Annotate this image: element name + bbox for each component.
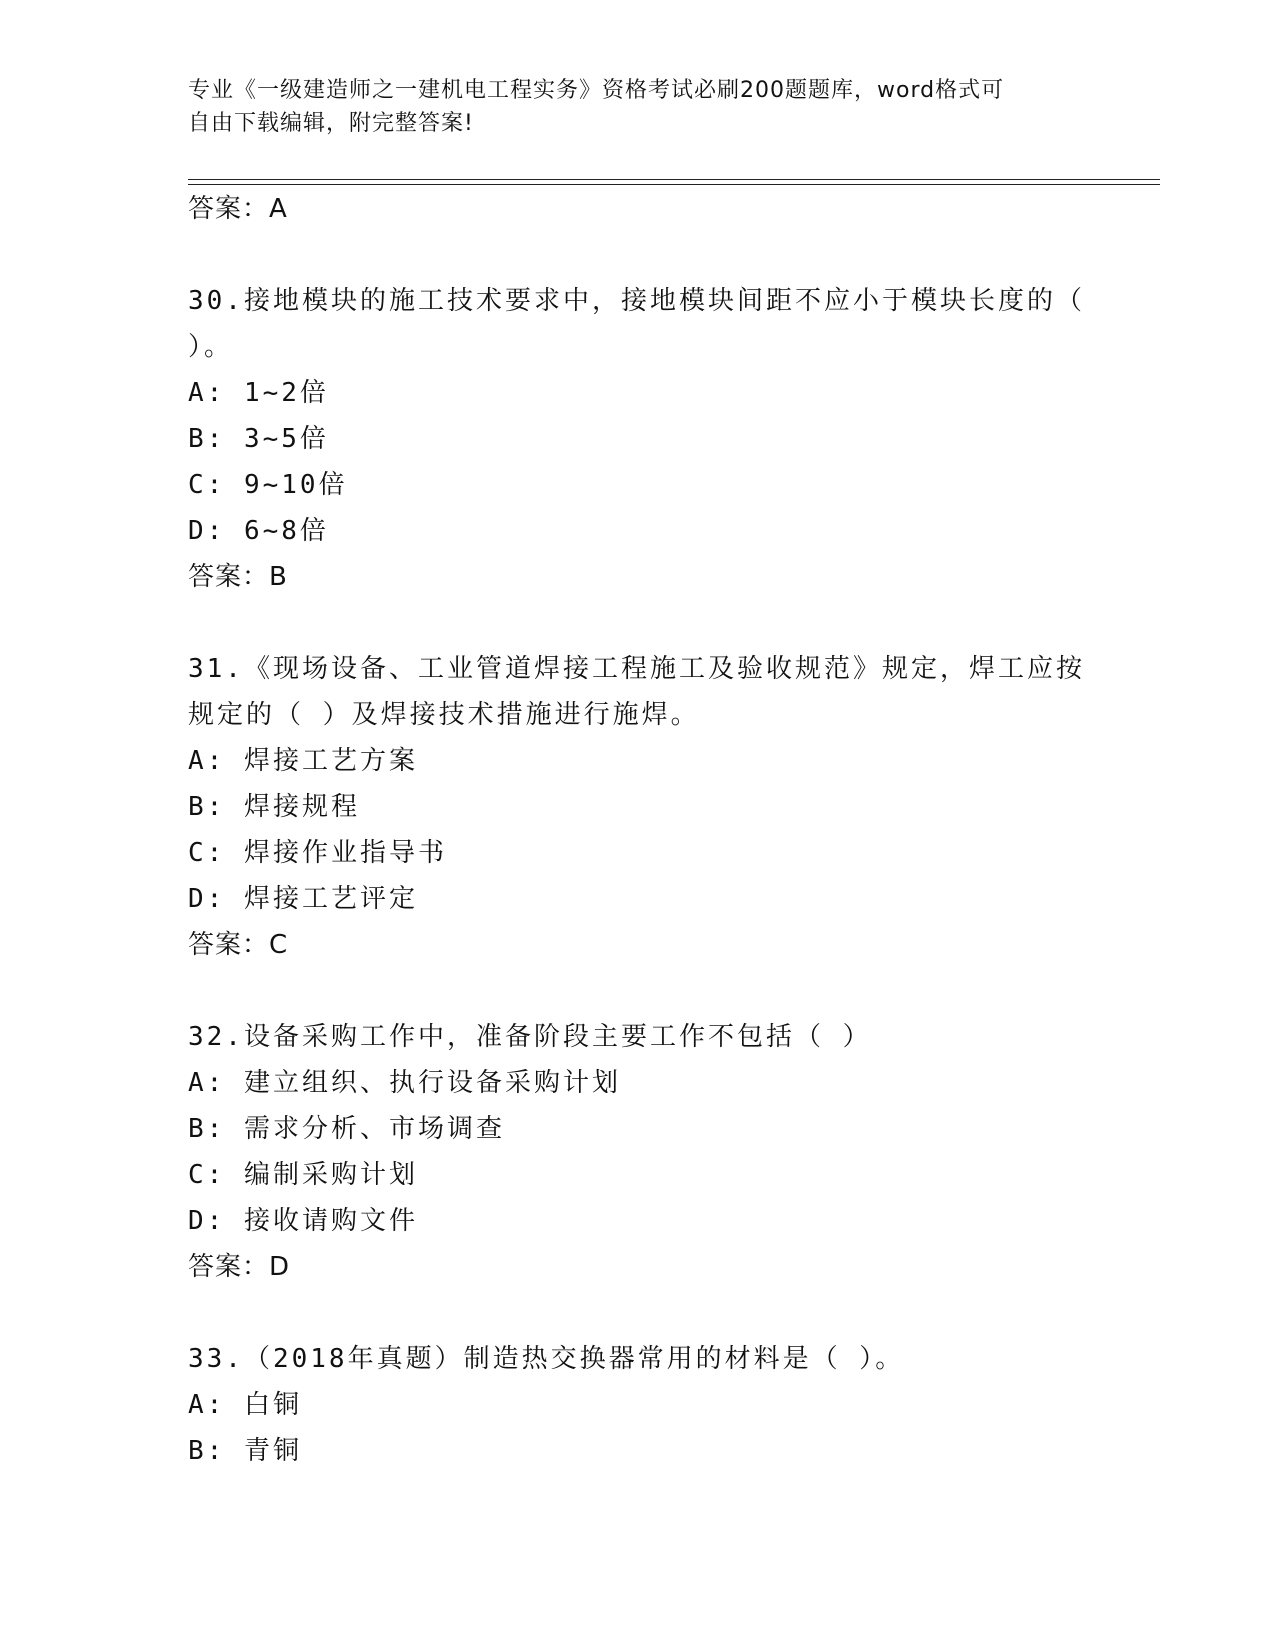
question-31 bbox=[188, 646, 1088, 968]
answer-line bbox=[188, 1244, 1088, 1290]
question-list bbox=[188, 186, 1088, 1474]
option-c: C: 焊接作业指导书 bbox=[188, 838, 447, 868]
header-line-1: 专业《一级建造师之一建机电工程实务》资格考试必刷200题题库，word格式可 bbox=[188, 78, 1005, 103]
answer-value: B bbox=[269, 562, 288, 592]
answer-line bbox=[188, 922, 1088, 968]
question-text-line bbox=[188, 1014, 1088, 1060]
question-number: 31. bbox=[188, 654, 244, 684]
option-a: A: 1~2倍 bbox=[188, 378, 329, 408]
question-text-continued: ）。 bbox=[188, 332, 234, 362]
question-30 bbox=[188, 278, 1088, 600]
answer-value: D bbox=[269, 1252, 291, 1282]
question-number: 33. bbox=[188, 1344, 244, 1374]
option-a: A: 焊接工艺方案 bbox=[188, 746, 418, 776]
header-line-2: 自由下载编辑，附完整答案! bbox=[188, 111, 474, 136]
option-c: C: 编制采购计划 bbox=[188, 1160, 418, 1190]
question-text: 接地模块的施工技术要求中，接地模块间距不应小于模块长度的（ bbox=[243, 286, 1085, 316]
option-a: A: 建立组织、执行设备采购计划 bbox=[188, 1068, 621, 1098]
answer-label: 答案： bbox=[188, 562, 270, 592]
question-text-line bbox=[188, 1336, 1088, 1382]
question-text: 设备采购工作中，准备阶段主要工作不包括（ ） bbox=[243, 1022, 872, 1052]
answer-label: 答案： bbox=[188, 930, 270, 960]
question-number: 30. bbox=[188, 286, 244, 316]
question-text-line bbox=[188, 278, 1088, 324]
option-b: B: 3~5倍 bbox=[188, 424, 329, 454]
header-divider bbox=[188, 179, 1160, 185]
question-text: 《现场设备、工业管道焊接工程施工及验收规范》规定，焊工应按 bbox=[243, 654, 1085, 684]
option-d: D: 6~8倍 bbox=[188, 516, 329, 546]
question-32 bbox=[188, 1014, 1088, 1290]
option-c: C: 9~10倍 bbox=[188, 470, 348, 500]
answer-value: C bbox=[269, 930, 289, 960]
option-a: A: 白铜 bbox=[188, 1390, 302, 1420]
answer-label: 答案： bbox=[188, 1252, 270, 1282]
question-text-continued: 规定的（ ）及焊接技术措施进行施焊。 bbox=[188, 700, 700, 730]
answer-label: 答案： bbox=[188, 194, 270, 224]
answer-line bbox=[188, 186, 1088, 232]
question-number: 32. bbox=[188, 1022, 244, 1052]
question-text: （2018年真题）制造热交换器常用的材料是（ ）。 bbox=[243, 1344, 905, 1374]
answer-value: A bbox=[269, 194, 288, 224]
question-text-line bbox=[188, 646, 1088, 692]
page-header bbox=[188, 74, 1088, 140]
option-b: B: 需求分析、市场调查 bbox=[188, 1114, 505, 1144]
question-33 bbox=[188, 1336, 1088, 1474]
answer-line bbox=[188, 554, 1088, 600]
option-b: B: 青铜 bbox=[188, 1436, 302, 1466]
option-d: D: 接收请购文件 bbox=[188, 1206, 418, 1236]
option-d: D: 焊接工艺评定 bbox=[188, 884, 418, 914]
option-b: B: 焊接规程 bbox=[188, 792, 360, 822]
